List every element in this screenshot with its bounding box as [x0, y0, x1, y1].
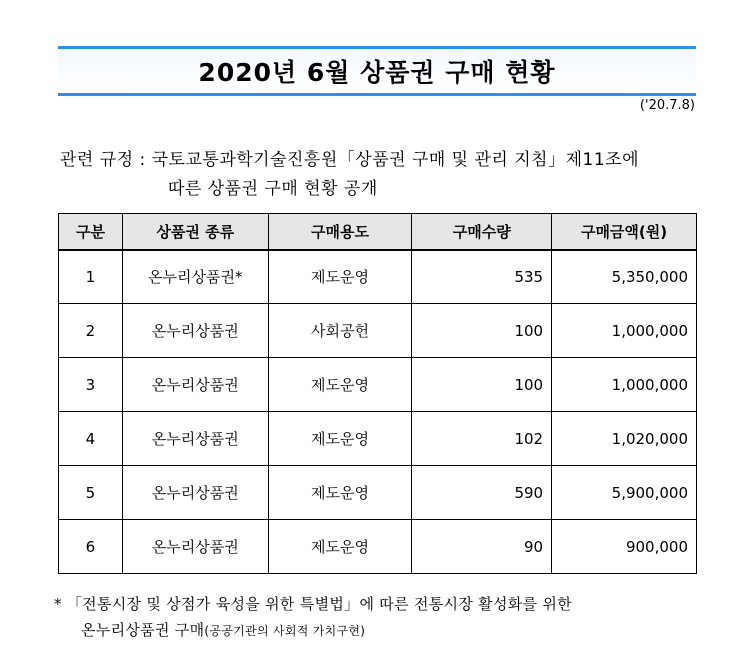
cell-purpose: 제도운영: [268, 358, 412, 412]
cell-purpose: 제도운영: [268, 250, 412, 304]
regulation-line-1: 관련 규정 : 국토교통과학기술진흥원「상품권 구매 및 관리 지침」제11조에: [60, 150, 640, 170]
footnote-line-2-main: 온누리상품권 구매: [81, 621, 205, 639]
cell-type: 온누리상품권: [122, 412, 268, 466]
footnote: [54, 591, 572, 644]
cell-amount: 900,000: [552, 520, 697, 574]
cell-no: 4: [59, 412, 123, 466]
table-row: [59, 466, 697, 520]
cell-purpose: 제도운영: [268, 466, 412, 520]
cell-type: 온누리상품권: [122, 520, 268, 574]
cell-no: 2: [59, 304, 123, 358]
cell-quantity: 590: [412, 466, 552, 520]
cell-quantity: 100: [412, 358, 552, 412]
table-row: [59, 358, 697, 412]
title-band: [58, 46, 696, 96]
cell-quantity: 102: [412, 412, 552, 466]
table-row: [59, 250, 697, 304]
page-title: 2020년 6월 상품권 구매 현황: [198, 58, 556, 87]
regulation-note: [60, 146, 639, 204]
document-date: ('20.7.8): [639, 98, 695, 113]
cell-amount: 1,000,000: [552, 358, 697, 412]
cell-no: 1: [59, 250, 123, 304]
cell-type: 온누리상품권: [122, 358, 268, 412]
cell-purpose: 제도운영: [268, 520, 412, 574]
cell-purpose: 제도운영: [268, 412, 412, 466]
footnote-line-1: * 「전통시장 및 상점가 육성을 위한 특별법」에 따른 전통시장 활성화를 위한: [54, 595, 572, 613]
cell-quantity: 535: [412, 250, 552, 304]
cell-amount: 1,020,000: [552, 412, 697, 466]
cell-type: 온누리상품권: [122, 304, 268, 358]
table-row: [59, 412, 697, 466]
cell-no: 5: [59, 466, 123, 520]
table-row: [59, 304, 697, 358]
cell-quantity: 90: [412, 520, 552, 574]
header-type: 상품권 종류: [122, 214, 268, 250]
table-row: [59, 520, 697, 574]
footnote-line-2-note: (공공기관의 사회적 가치구현): [204, 624, 366, 638]
regulation-line-2: 따른 상품권 구매 현황 공개: [168, 179, 378, 199]
cell-amount: 5,350,000: [552, 250, 697, 304]
cell-quantity: 100: [412, 304, 552, 358]
cell-no: 6: [59, 520, 123, 574]
header-purpose: 구매용도: [268, 214, 412, 250]
cell-type: 온누리상품권*: [122, 250, 268, 304]
cell-type: 온누리상품권: [122, 466, 268, 520]
cell-no: 3: [59, 358, 123, 412]
purchase-table: [58, 213, 697, 574]
header-quantity: 구매수량: [412, 214, 552, 250]
cell-amount: 1,000,000: [552, 304, 697, 358]
table-header-row: [59, 214, 697, 250]
header-no: 구분: [59, 214, 123, 250]
header-amount: 구매금액(원): [552, 214, 697, 250]
cell-purpose: 사회공헌: [268, 304, 412, 358]
cell-amount: 5,900,000: [552, 466, 697, 520]
footnote-line-2: [54, 617, 572, 644]
